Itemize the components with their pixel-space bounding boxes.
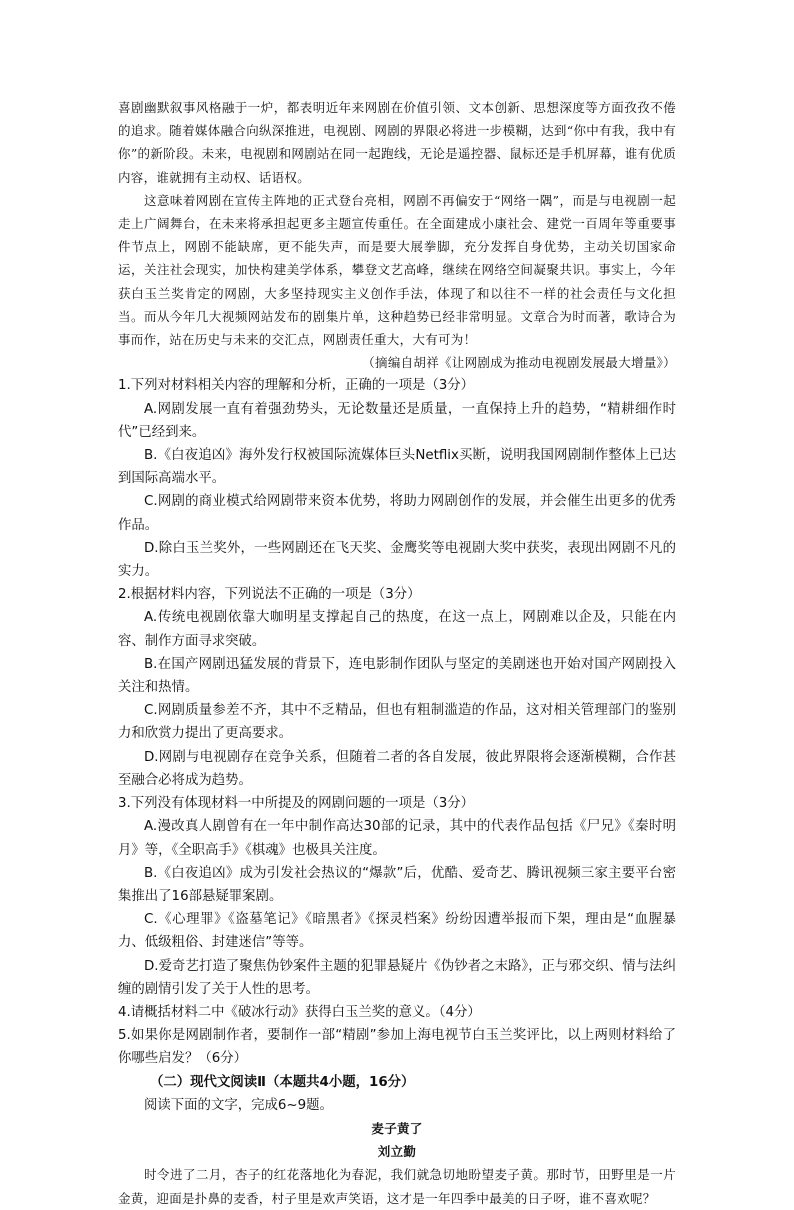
option-c: C.网剧的商业模式给网剧带来资本优势，将助力网剧创作的发展，并会催生出更多的优秀作品。 bbox=[118, 494, 676, 533]
question-stem: 3.下列没有体现材料一中所提及的网剧问题的一项是（3分） bbox=[118, 796, 475, 812]
option-b: B.《白夜追凶》海外发行权被国际流媒体巨头Netflix买断，说明我国网剧制作整体上已达到国际高端水平。 bbox=[118, 448, 676, 487]
option-b: B.在国产网剧迅猛发展的背景下，连电影制作团队与坚定的美剧迷也开始对国产网剧投入关注和热情。 bbox=[118, 656, 676, 696]
section-instruction: 阅读下面的文字，完成6~9题。 bbox=[144, 1097, 333, 1113]
article-paragraph-1: 时令进了二月，杏子的红花落地化为春泥，我们就急切地盼望麦子黄。那时节，田野里是一片金黄，迎面是扑鼻的麦香，村子里是欢声笑语，这才是一年四季中最美的日子呀，谁不喜欢呢？ bbox=[118, 1167, 676, 1206]
option-d: D.爱奇艺打造了聚焦伪钞案件主题的犯罪悬疑片《伪钞者之末路》，正与邪交织、情与法纠缠的剧情引发了关于人性的思考。 bbox=[118, 958, 676, 997]
option-b: B.《白夜追凶》成为引发社会热议的“爆款”后，优酷、爱奇艺、腾讯视频三家主要平台密集推出了16部悬疑罪案剧。 bbox=[118, 865, 676, 904]
option-d: D.除白玉兰奖外，一些网剧还在飞天奖、金鹰奖等电视剧大奖中获奖，表现出网剧不凡的实力。 bbox=[118, 540, 676, 580]
question-stem: 2.根据材料内容，下列说法不正确的一项是（3分） bbox=[118, 587, 421, 603]
option-a: A.漫改真人剧曾有在一年中制作高达30部的记录，其中的代表作品包括《尸兄》《秦时明月》等，《全职高手》《棋魂》也极具关注度。 bbox=[118, 819, 676, 858]
question-list bbox=[118, 374, 676, 1070]
article-author: 刘立勤 bbox=[377, 1144, 417, 1160]
question-stem: 5.如果你是网剧制作者，要制作一部“精剧”参加上海电视节白玉兰奖评比，以上两则材料给了你哪些启发？（6分） bbox=[118, 1028, 676, 1067]
option-a: A.网剧发展一直有着强劲势头，无论数量还是质量，一直保持上升的趋势，“精耕细作时代”已经到来。 bbox=[118, 401, 676, 440]
article-title: 麦子黄了 bbox=[371, 1120, 423, 1136]
question-stem: 4.请概括材料二中《破冰行动》获得白玉兰奖的意义。（4分） bbox=[118, 1004, 481, 1020]
source-citation: （摘编自胡祥《让网剧成为推动电视剧发展最大增量》） bbox=[362, 355, 676, 371]
question-stem: 1.下列对材料相关内容的理解和分析，正确的一项是（3分） bbox=[118, 378, 475, 394]
section-heading: （二）现代文阅读Ⅱ（本题共4小题，16分） bbox=[150, 1074, 415, 1090]
section-2 bbox=[118, 1071, 676, 1210]
question-3 bbox=[118, 792, 676, 1001]
question-5 bbox=[118, 1024, 676, 1070]
material-passage bbox=[118, 96, 676, 374]
material-paragraph-2: 这意味着网剧在宣传主阵地的正式登台亮相，网剧不再偏安于“网络一隅”，而是与电视剧一起走上广阔舞台，在未来将承担起更多主题宣传重任。在全面建成小康社会、建党一百周年等重要事件节点上，网剧不能缺席，更不能失声，而是要大展拳脚，充分发挥自身优势，主动关切国家命运，关注社会现实，加快构建美学体系，攀登文艺高峰，继续在网络空间凝聚共识。事实上，今年获白玉兰奖肯定的网剧，大多坚持现实主义创作手法，体现了和以往不一样的社会责任与文化担当。而从今年几大视频网站发布的剧集片单，这种趋势已经非常明显。文章合为时而著，歌诗合为事而作，站在历史与未来的交汇点，网剧责任重大，大有可为！ bbox=[118, 192, 676, 348]
question-4 bbox=[118, 1001, 676, 1024]
option-c: C.《心理罪》《盗墓笔记》《暗黑者》《探灵档案》纷纷因遭举报而下架，理由是“血腥暴力、低级粗俗、封建迷信”等等。 bbox=[118, 912, 676, 951]
option-a: A.传统电视剧依靠大咖明星支撑起自己的热度，在这一点上，网剧难以企及，只能在内容、制作方面寻求突破。 bbox=[118, 610, 676, 649]
material-paragraph-1: 喜剧幽默叙事风格融于一炉，都表明近年来网剧在价值引领、文本创新、思想深度等方面孜孜不倦的追求。随着媒体融合向纵深推进，电视剧、网剧的界限必将进一步模糊，达到“你中有我，我中有你”的新阶段。未来，电视剧和网剧站在同一起跑线，无论是遥控器、鼠标还是手机屏幕，谁有优质内容，谁就拥有主动权、话语权。 bbox=[118, 100, 676, 185]
option-c: C.网剧质量参差不齐，其中不乏精品，但也有粗制滥造的作品，这对相关管理部门的鉴别力和欣赏力提出了更高要求。 bbox=[118, 703, 676, 742]
question-2 bbox=[118, 583, 676, 792]
question-1 bbox=[118, 374, 676, 583]
option-d: D.网剧与电视剧存在竞争关系，但随着二者的各自发展，彼此界限将会逐渐模糊，合作甚至融合必将成为趋势。 bbox=[118, 749, 676, 788]
